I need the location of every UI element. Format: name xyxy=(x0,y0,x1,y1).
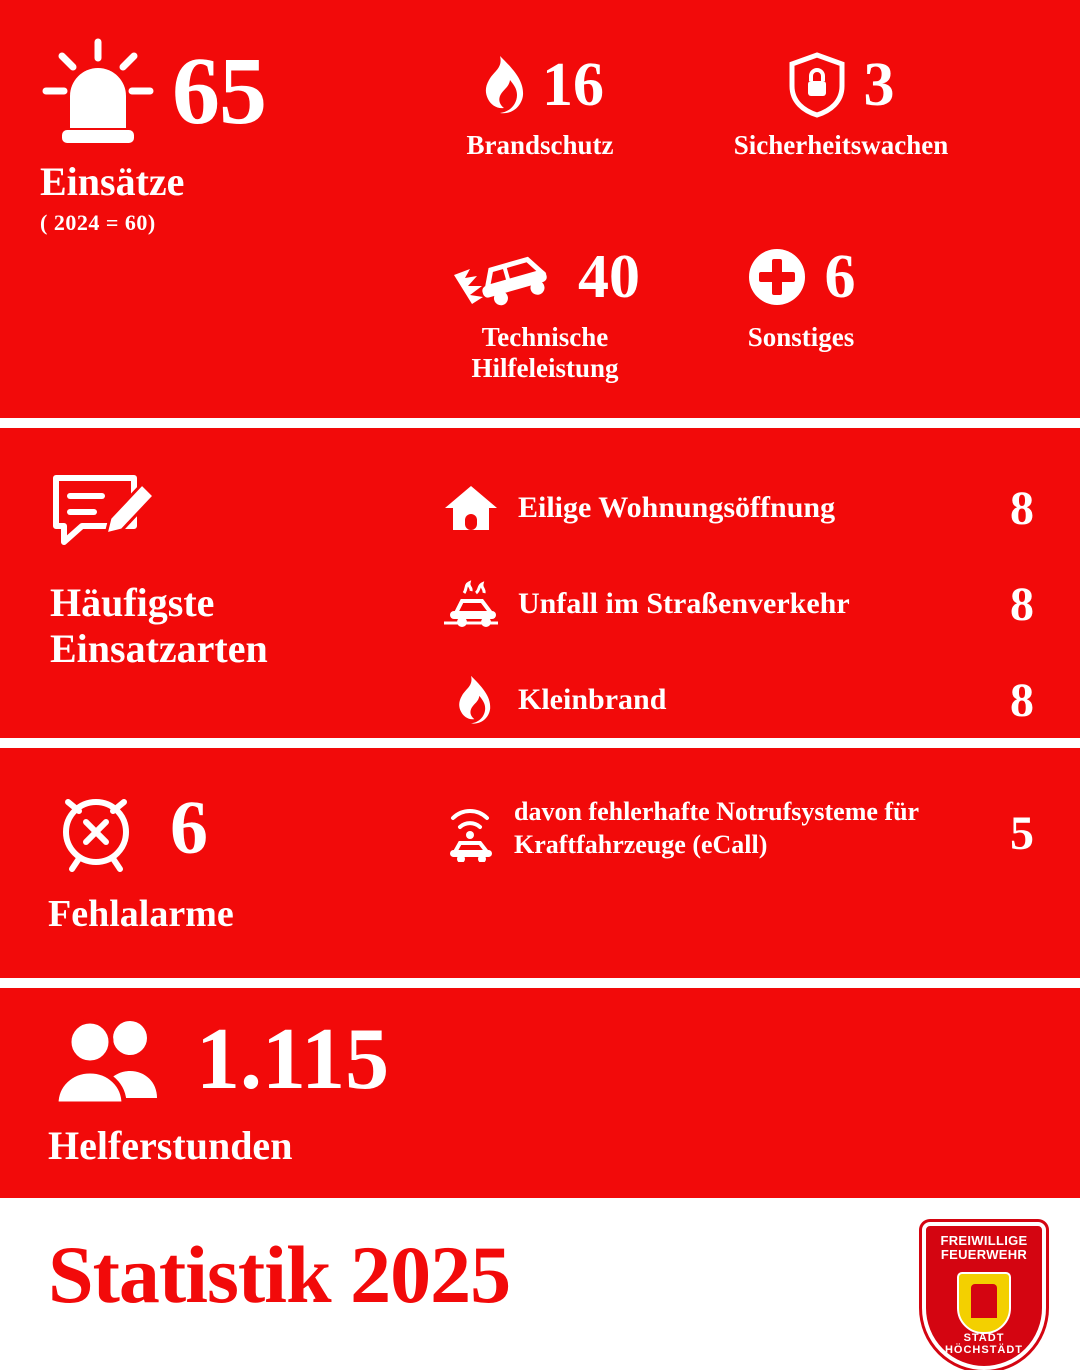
category-brandschutz xyxy=(420,46,660,161)
list-item xyxy=(440,664,1034,736)
footer xyxy=(0,1198,1080,1356)
siren-icon xyxy=(40,36,156,146)
band-divider xyxy=(0,418,1080,428)
category-technische-hilfeleistung xyxy=(420,238,670,384)
einsatzart-label: Unfall im Straßenverkehr xyxy=(518,587,850,620)
category-sicherheitswachen xyxy=(676,46,1006,161)
list-item xyxy=(440,472,1034,544)
car-accident-icon xyxy=(440,579,502,629)
einsatzarten-title: Häufigste Einsatzarten xyxy=(50,580,268,671)
einsatzart-value: 8 xyxy=(1010,673,1034,727)
plus-circle-icon xyxy=(747,247,807,307)
note-pencil-icon xyxy=(50,470,390,554)
fehlalarme-value: 6 xyxy=(170,786,208,870)
flame-icon xyxy=(440,674,502,726)
alarm-clock-cross-icon xyxy=(48,780,144,876)
einsaetze-main xyxy=(40,36,420,236)
einsaetze-value: 65 xyxy=(172,37,266,144)
logo-line-2: FEUERWEHR xyxy=(940,1247,1028,1263)
section-fehlalarme xyxy=(0,748,1080,978)
einsatzart-label: Eilige Wohnungsöffnung xyxy=(518,491,836,524)
einsatzart-label: Kleinbrand xyxy=(518,683,667,716)
fehlalarme-detail-text: davon fehlerhafte Notrufsysteme für Kraftfahrzeuge (eCall) xyxy=(514,797,919,859)
fehlalarme-main xyxy=(48,780,388,936)
category-sonstiges xyxy=(676,238,926,353)
sicherheitswachen-value: 3 xyxy=(863,51,895,119)
crest-icon xyxy=(957,1272,1011,1334)
car-crash-icon xyxy=(450,245,560,309)
ecall-car-icon xyxy=(440,796,502,862)
logo-line-3: STADT HÖCHSTÄDT xyxy=(944,1332,1024,1356)
section-einsaetze xyxy=(0,0,1080,418)
fehlalarme-detail xyxy=(440,796,1034,862)
logo-line-1: FREIWILLIGE xyxy=(940,1233,1028,1248)
band-divider xyxy=(0,978,1080,988)
fehlalarme-detail-value: 5 xyxy=(1010,807,1034,860)
list-item xyxy=(440,568,1034,640)
shield-lock-icon xyxy=(788,52,846,118)
page-title: Statistik 2025 xyxy=(48,1229,511,1320)
helferstunden-main xyxy=(48,1011,390,1169)
einsatzarten-list xyxy=(440,472,1034,760)
technische-hilfeleistung-label: Technische Hilfeleistung xyxy=(471,322,619,384)
einsatzart-value: 8 xyxy=(1010,577,1034,631)
sonstiges-label: Sonstiges xyxy=(747,322,855,352)
einsaetze-previous-year: ( 2024 = 60) xyxy=(40,210,156,235)
brandschutz-value: 16 xyxy=(542,51,604,119)
helferstunden-value: 1.115 xyxy=(196,1011,390,1108)
brandschutz-label: Brandschutz xyxy=(466,130,614,160)
einsatzarten-heading-block xyxy=(50,470,390,672)
fehlalarme-label: Fehlalarme xyxy=(48,893,234,935)
sicherheitswachen-label: Sicherheitswachen xyxy=(733,130,949,160)
feuerwehr-hoechstaedt-logo xyxy=(922,1222,1046,1370)
flame-icon xyxy=(476,54,524,116)
house-icon xyxy=(440,484,502,532)
einsatzart-value: 8 xyxy=(1010,481,1034,535)
helferstunden-label: Helferstunden xyxy=(48,1123,293,1168)
sonstiges-value: 6 xyxy=(824,243,856,311)
section-einsatzarten xyxy=(0,428,1080,738)
technische-hilfeleistung-value: 40 xyxy=(578,243,640,311)
section-helferstunden xyxy=(0,988,1080,1198)
einsaetze-label: Einsätze xyxy=(40,159,185,204)
people-icon xyxy=(48,1014,170,1106)
